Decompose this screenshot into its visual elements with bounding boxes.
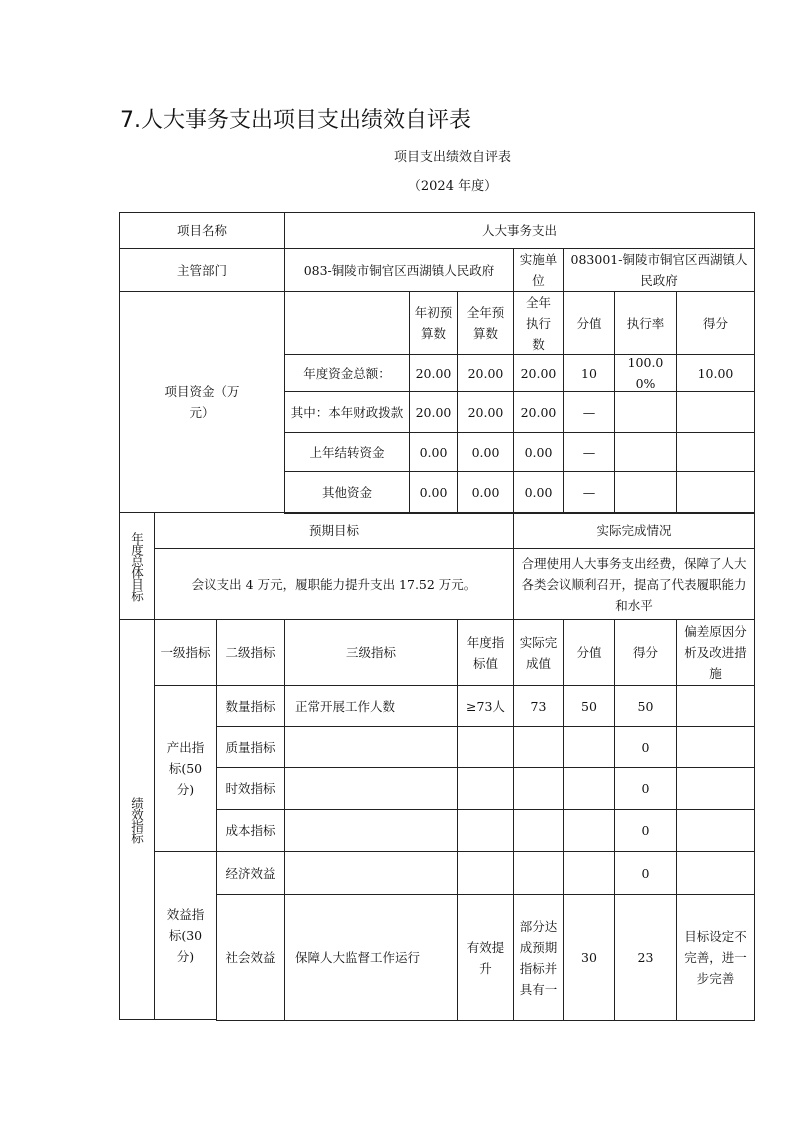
goal-label: 年度总体目标 [119,512,155,620]
fund-row-score-value: — [563,432,615,472]
fund-row-rate: 100.00% [614,354,677,392]
unit-label: 实施单位 [513,248,564,292]
fund-row-annual: 20.00 [457,391,514,433]
table-year: （2024 年度） [407,179,498,194]
funds-header: 全年执行数 [513,291,564,355]
expected-goal-text: 会议支出 4 万元，履职能力提升支出 17.52 万元。 [154,548,514,620]
fund-row-name: 上年结转资金 [284,432,410,472]
indicator-score-value [563,851,615,895]
indicator-header: 一级指标 [154,619,217,686]
fund-row-annual: 0.00 [457,432,514,472]
fund-row-score-value: 10 [563,354,615,392]
indicator-score-value: 50 [563,685,615,727]
indicator-score-value: 30 [563,894,615,1021]
indicator-header: 偏差原因分析及改进措施 [676,619,755,686]
funds-header: 分值 [563,291,615,355]
fund-row-executed: 20.00 [513,354,564,392]
fund-row-name: 其中：本年财政拨款 [284,391,410,433]
indicator-reason [676,685,755,727]
funds-label: 项目资金（万元） [119,291,285,513]
indicator-level3 [284,767,458,810]
indicator-level2: 数量指标 [216,685,285,727]
level1-output: 产出指标(50分) [154,685,217,852]
fund-row-score-value: — [563,391,615,433]
indicator-score: 0 [614,809,677,852]
indicator-score-value [563,767,615,810]
project-name-value: 人大事务支出 [284,212,755,249]
funds-header-blank [284,291,410,355]
indicator-level2: 社会效益 [216,894,285,1021]
project-name-label: 项目名称 [119,212,285,249]
indicator-header: 分值 [563,619,615,686]
indicator-target [457,851,514,895]
indicator-score-value [563,809,615,852]
indicator-actual [513,809,564,852]
indicator-score: 0 [614,767,677,810]
indicator-target: 有效提升 [457,894,514,1021]
funds-header: 执行率 [614,291,677,355]
fund-row-score [676,471,755,514]
fund-row-annual: 20.00 [457,354,514,392]
fund-row-score [676,391,755,433]
indicator-reason: 目标设定不完善，进一步完善 [676,894,755,1021]
actual-completion-label: 实际完成情况 [513,512,755,549]
fund-row-score [676,432,755,472]
indicator-actual [513,851,564,895]
fund-row-rate [614,432,677,472]
expected-goal-label: 预期目标 [154,512,514,549]
fund-row-annual: 0.00 [457,471,514,514]
funds-header: 全年预算数 [457,291,514,355]
indicator-actual: 部分达成预期指标并具有一 [513,894,564,1021]
indicator-header: 年度指标值 [457,619,514,686]
fund-row-executed: 20.00 [513,391,564,433]
indicator-score: 50 [614,685,677,727]
indicator-reason [676,809,755,852]
indicator-reason [676,767,755,810]
indicator-score: 0 [614,726,677,768]
indicator-level2: 质量指标 [216,726,285,768]
level1-benefit: 效益指标(30分) [154,851,217,1020]
indicator-level3 [284,851,458,895]
indicator-reason [676,851,755,895]
unit-value: 083001-铜陵市铜官区西湖镇人民政府 [563,248,755,292]
indicator-header: 二级指标 [216,619,285,686]
indicator-target: ≥73人 [457,685,514,727]
indicator-target [457,726,514,768]
indicator-actual: 73 [513,685,564,727]
indicator-header: 得分 [614,619,677,686]
indicator-level3: 保障人大监督工作运行 [284,894,458,1021]
actual-completion-text: 合理使用人大事务支出经费，保障了人大各类会议顺利召开，提高了代表履职能力和水平 [513,548,755,620]
fund-row-executed: 0.00 [513,432,564,472]
indicator-target [457,809,514,852]
indicator-score: 0 [614,851,677,895]
indicator-level2: 时效指标 [216,767,285,810]
indicator-header: 三级指标 [284,619,458,686]
indicator-header: 实际完成值 [513,619,564,686]
table-title: 项目支出绩效自评表 [393,150,511,165]
fund-row-initial: 0.00 [409,471,458,514]
indicator-score-value [563,726,615,768]
dept-value: 083-铜陵市铜官区西湖镇人民政府 [284,248,514,292]
fund-row-initial: 20.00 [409,391,458,433]
indicators-label: 绩效指标 [119,619,155,1020]
indicator-actual [513,767,564,810]
fund-row-score: 10.00 [676,354,755,392]
indicator-level3: 正常开展工作人数 [284,685,458,727]
fund-row-rate [614,391,677,433]
funds-header: 年初预算数 [409,291,458,355]
section-title: 7.人大事务支出项目支出绩效自评表 [120,108,471,133]
funds-header: 得分 [676,291,755,355]
indicator-actual [513,726,564,768]
fund-row-name: 年度资金总额： [284,354,410,392]
indicator-target [457,767,514,810]
fund-row-name: 其他资金 [284,471,410,514]
indicator-level2: 经济效益 [216,851,285,895]
fund-row-rate [614,471,677,514]
dept-label: 主管部门 [119,248,285,292]
fund-row-initial: 20.00 [409,354,458,392]
indicator-level2: 成本指标 [216,809,285,852]
indicator-score: 23 [614,894,677,1021]
indicator-reason [676,726,755,768]
indicator-level3 [284,809,458,852]
fund-row-initial: 0.00 [409,432,458,472]
fund-row-executed: 0.00 [513,471,564,514]
indicator-level3 [284,726,458,768]
fund-row-score-value: — [563,471,615,514]
